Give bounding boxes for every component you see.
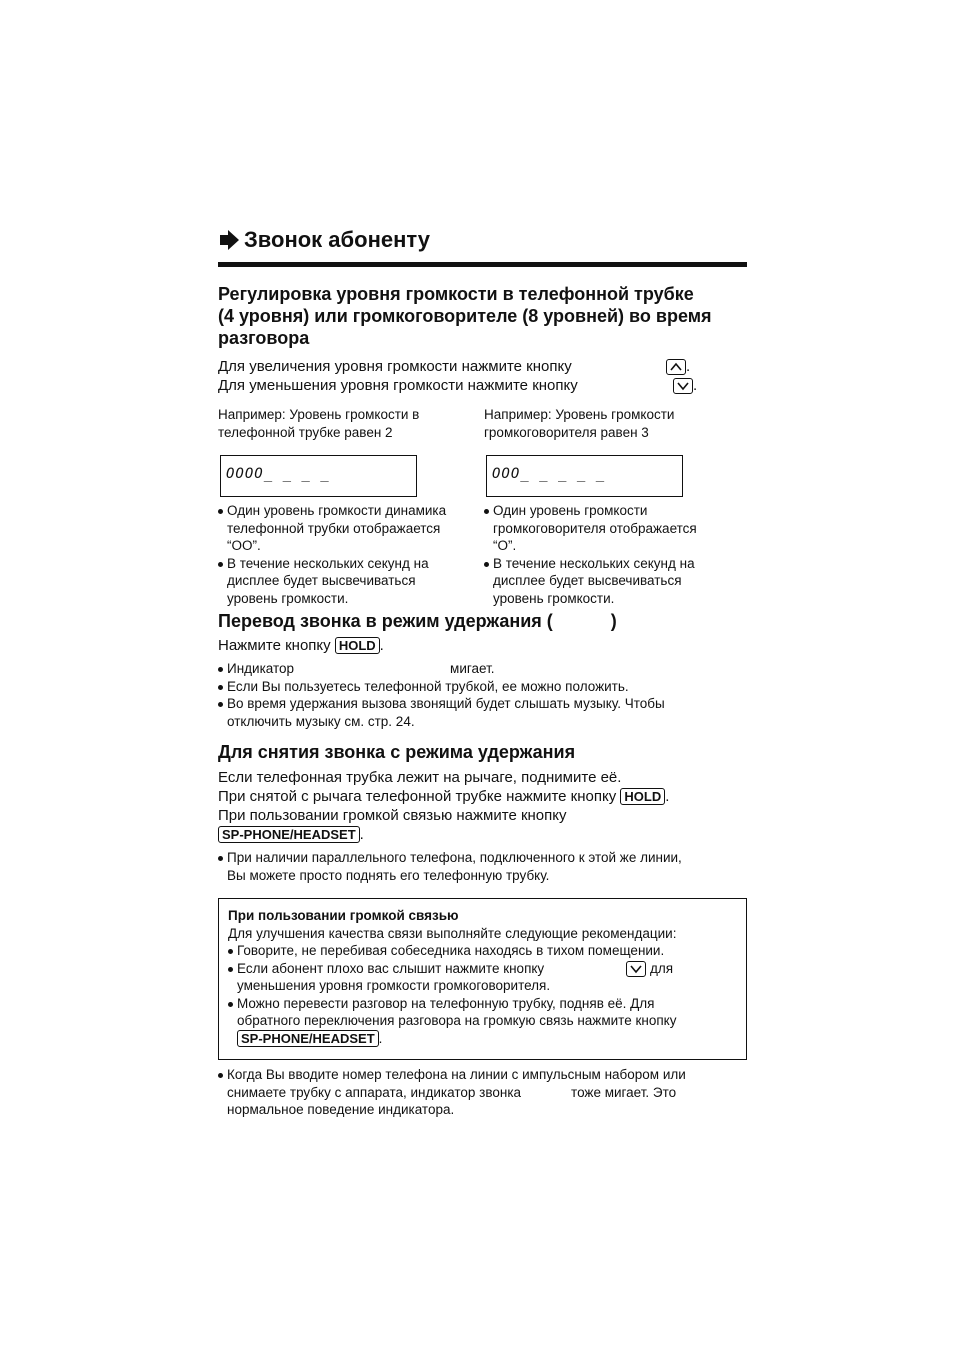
release-section-title: Для снятия звонка с режима удержания: [218, 742, 576, 762]
list-item: При наличии параллельного телефона, подключенного к этой же линии, Вы можете просто поднять его телефонную трубку.: [218, 849, 746, 884]
list-item: Можно перевести разговор на телефонную трубку, подняв её. Для обратного переключения разговора на громкую связь нажмите кнопку SP-PHONE/HEADSET .: [228, 995, 740, 1048]
lcd-display-handset: OOOO_ _ _ _: [220, 455, 417, 497]
sp-phone-headset-key[interactable]: SP-PHONE/HEADSET: [237, 1030, 379, 1047]
volume-up-key[interactable]: .: [666, 357, 690, 376]
volume-decrease-text: Для уменьшения уровня громкости нажмите кнопку: [218, 377, 578, 394]
title-rule: [218, 262, 747, 267]
speakerphone-tips-box: [218, 898, 747, 1060]
list-item: В течение нескольких секунд на дисплее будет высвечиваться уровень громкости.: [218, 555, 476, 608]
footer-note: [218, 1066, 746, 1119]
hold-section-title: Перевод звонка в режим удержания ( ): [218, 611, 617, 631]
chevron-down-icon[interactable]: [626, 961, 646, 977]
list-item: Говорите, не перебивая собеседника находясь в тихом помещении.: [228, 942, 740, 960]
hold-key[interactable]: HOLD: [335, 637, 380, 654]
chevron-down-icon: [673, 378, 693, 394]
box-title: При пользовании громкой связью: [228, 908, 459, 923]
volume-section-title: Регулировка уровня громкости в телефонной трубке (4 уровня) или громкоговорителе (8 уровней) во время разговора: [218, 284, 712, 348]
list-item: Когда Вы вводите номер телефона на линии с импульсным набором или снимаете трубку с аппарата, индикатор звонка тоже мигает. Это нормальное поведение индикатора.: [218, 1066, 746, 1119]
list-item: Если Вы пользуетесь телефонной трубкой, ее можно положить.: [218, 678, 743, 696]
release-note: [218, 849, 746, 884]
list-item: Индикатор мигает.: [218, 660, 743, 678]
arrow-right-icon: [218, 229, 240, 251]
list-item: Один уровень громкости громкоговорителя отображается “O”.: [484, 502, 744, 555]
release-instructions: Если телефонная трубка лежит на рычаге, поднимите её. При снятой с рычага телефонной трубке нажмите кнопку HOLD . При пользовании громкой связью нажмите кнопку SP-PHONE/HEADSET .: [218, 769, 670, 843]
example-right: Например: Уровень громкости громкоговорителя равен 3: [484, 407, 675, 440]
list-item: Во время удержания вызова звонящий будет слышать музыку. Чтобы отключить музыку см. стр. 24.: [218, 695, 743, 730]
box-intro: Для улучшения качества связи выполняйте следующие рекомендации:: [228, 925, 677, 941]
chevron-up-icon: [666, 359, 686, 375]
volume-increase-text: Для увеличения уровня громкости нажмите кнопку: [218, 358, 572, 375]
example-left: Например: Уровень громкости в телефонной трубке равен 2: [218, 407, 420, 440]
list-item: Если абонент плохо вас слышит нажмите кнопку для уменьшения уровня громкости громкоговорителя.: [228, 960, 740, 995]
volume-down-key[interactable]: .: [673, 376, 697, 395]
page-title-text: Звонок абоненту: [244, 227, 430, 252]
list-item: Один уровень громкости динамика телефонной трубки отображается “OO”.: [218, 502, 476, 555]
left-notes: [218, 502, 476, 607]
page-title: [218, 227, 430, 253]
list-item: В течение нескольких секунд на дисплее будет высвечиваться уровень громкости.: [484, 555, 744, 608]
hold-notes: [218, 660, 743, 730]
sp-phone-headset-key[interactable]: SP-PHONE/HEADSET: [218, 826, 360, 843]
hold-key[interactable]: HOLD: [620, 788, 665, 805]
hold-instruction: Нажмите кнопку HOLD .: [218, 637, 384, 654]
right-notes: [484, 502, 744, 607]
lcd-display-speaker: OOO_ _ _ _ _: [486, 455, 683, 497]
